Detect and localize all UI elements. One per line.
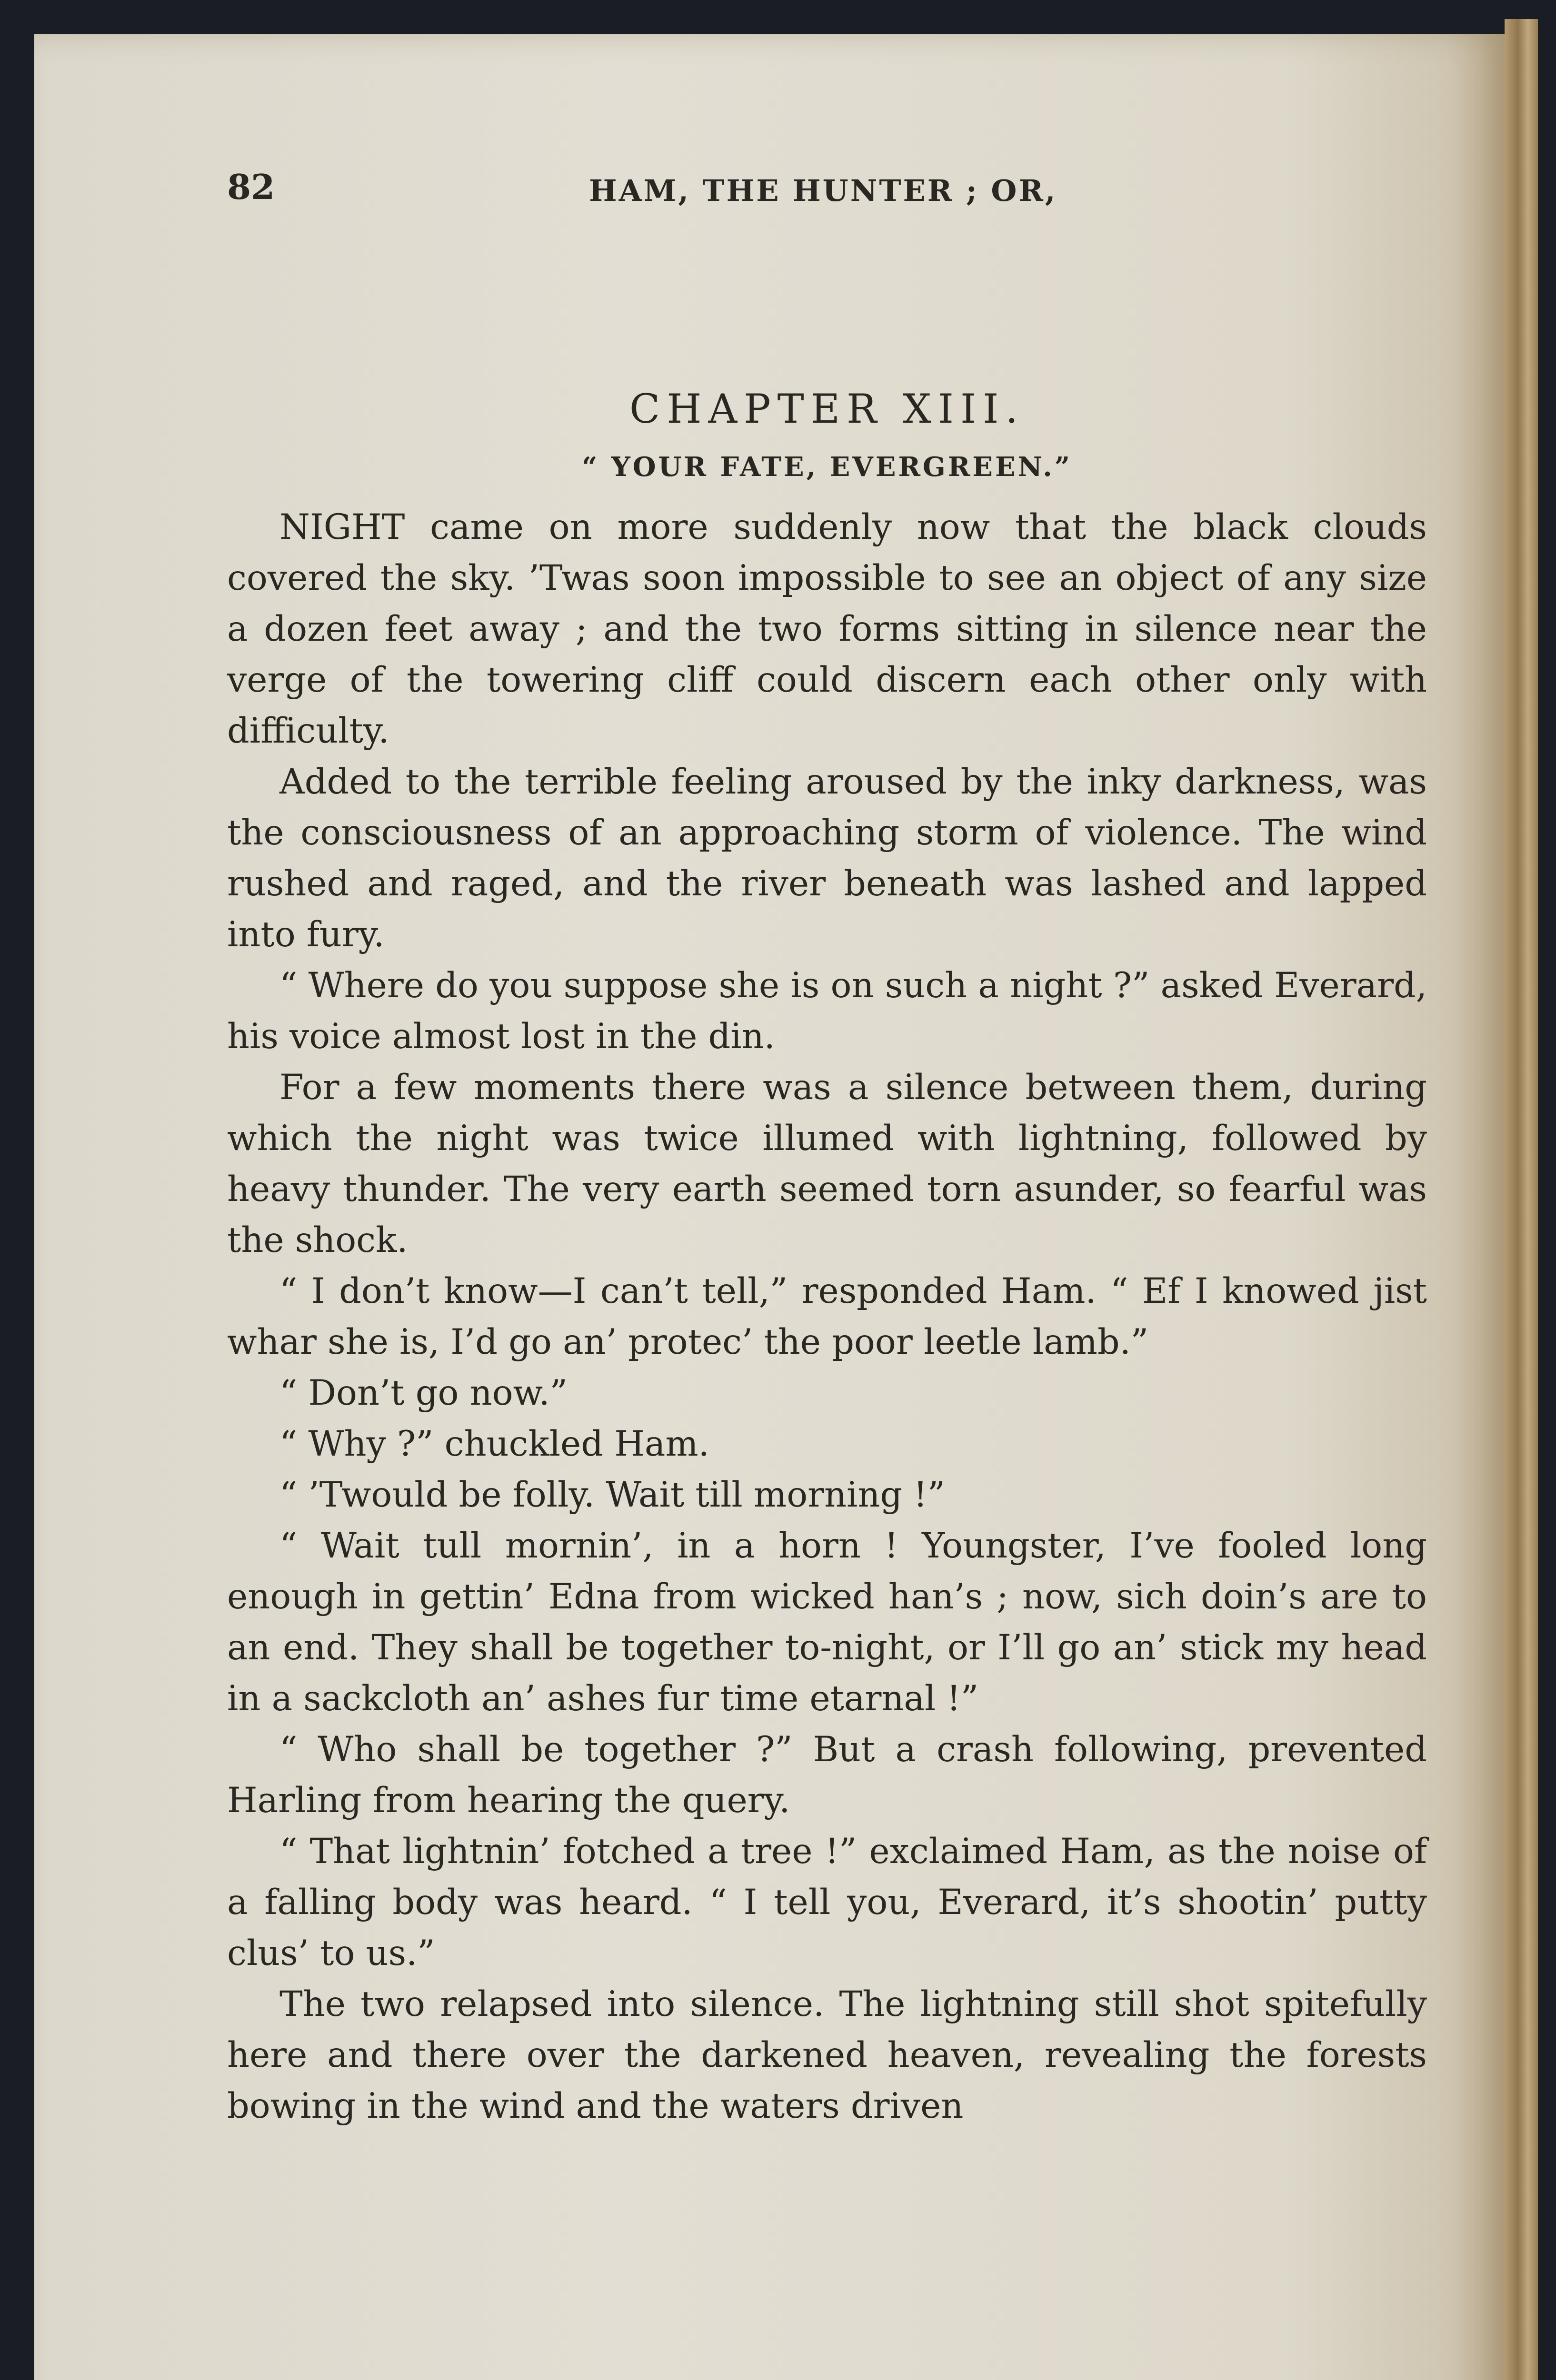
paragraph: NIGHT came on more suddenly now that the black clouds covered the sky. ’Twas soon impossible to see an object of any size a dozen feet away ; and the two forms sitting in silence near the verge of the towering cliff could discern each other only with difficulty. xyxy=(227,507,1427,751)
paragraph: Added to the terrible feeling aroused by the inky darkness, was the consciousness of an approaching storm of violence. The wind rushed and raged, and the river beneath was lashed and lapped into fury. xyxy=(227,762,1427,955)
paragraph: For a few moments there was a silence between them, during which the night was twice illumed with lightning, followed by heavy thunder. The very earth seemed torn asunder, so fearful was the shock. xyxy=(227,1067,1427,1260)
paragraph: The two relapsed into silence. The lightning still shot spitefully here and there over the darkened heaven, revealing the forests bowing in the wind and the waters driven xyxy=(227,1984,1427,2126)
chapter-subtitle: “ YOUR FATE, EVERGREEN.” xyxy=(582,451,1072,483)
paragraph: “ Wait tull mornin’, in a horn ! Youngster, I’ve fooled long enough in gettin’ Edna from wicked han’s ; now, sich doin’s are to an end. They shall be together to-night, or I’ll go an’ stick my head in a sackcloth an’ ashes fur time etarnal !” xyxy=(227,1526,1427,1719)
paragraph: “ That lightnin’ fotched a tree !” exclaimed Ham, as the noise of a falling body was heard. “ I tell you, Everard, it’s shootin’ putty clus’ to us.” xyxy=(227,1831,1427,1973)
running-head xyxy=(227,157,1427,224)
body-text xyxy=(227,502,1427,2132)
page-content xyxy=(227,157,1427,2132)
paragraph: “ ’Twould be folly. Wait till morning !” xyxy=(279,1475,946,1515)
running-title: HAM, THE HUNTER ; OR, xyxy=(589,173,1057,208)
paragraph: “ Don’t go now.” xyxy=(279,1373,568,1413)
paragraph: “ Why ?” chuckled Ham. xyxy=(279,1424,709,1464)
paragraph: “ Where do you suppose she is on such a night ?” asked Everard, his voice almost lost in the din. xyxy=(227,965,1427,1057)
paragraph: “ Who shall be together ?” But a crash following, prevented Harling from hearing the query. xyxy=(227,1729,1427,1821)
page-number: 82 xyxy=(227,167,275,207)
chapter-title: CHAPTER XIII. xyxy=(629,386,1025,432)
page-edge xyxy=(1505,19,1538,2380)
paragraph: “ I don’t know—I can’t tell,” responded Ham. “ Ef I knowed jist whar she is, I’d go an’ protec’ the poor leetle lamb.” xyxy=(227,1271,1427,1362)
